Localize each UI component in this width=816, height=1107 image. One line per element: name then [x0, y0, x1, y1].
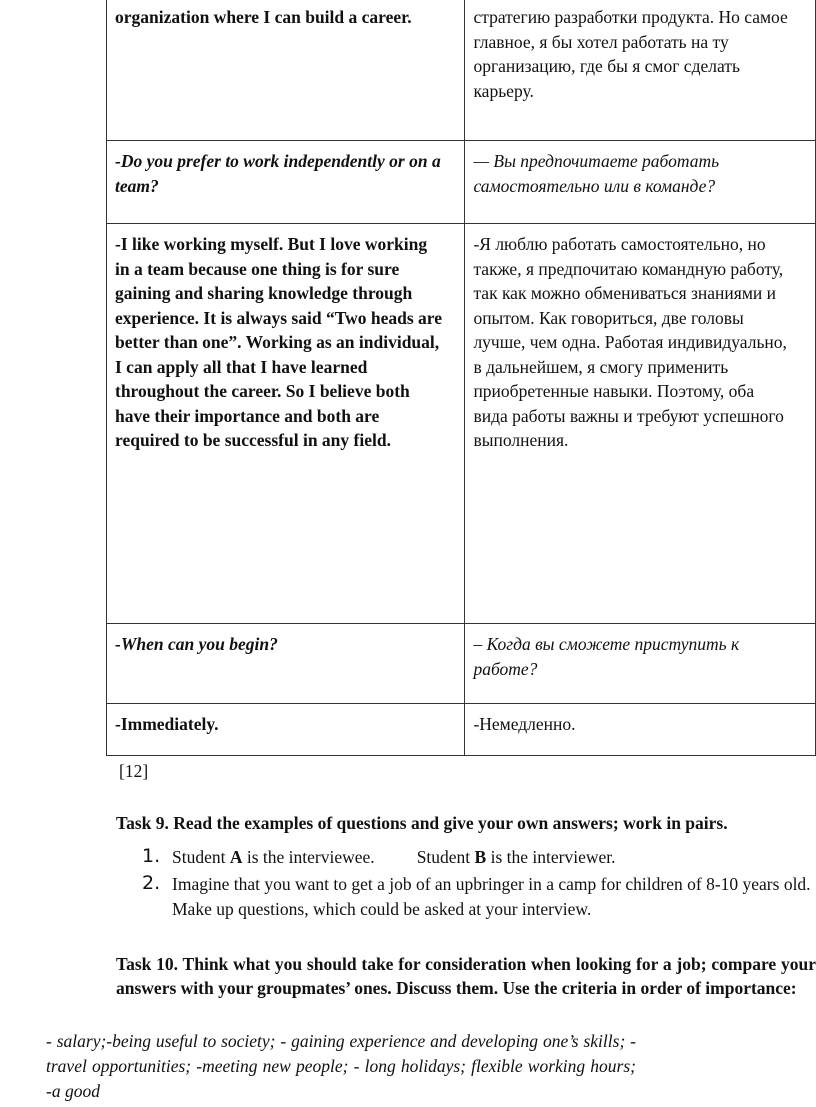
english-cell: -When can you begin? [107, 624, 465, 704]
list-item-text: Imagine that you want to get a job of an upbringer in a camp for children of 8-10 years old. Make up questions, which could be asked at your interview. [172, 874, 811, 919]
task10-heading: Task 10. Think what you should take for consideration when looking for a job; compare your answers with your groupmates’ ones. Discuss them. Use the criteria in order of importance: [116, 954, 816, 998]
criteria-list: - salary;-being useful to society; - gaining experience and developing one’s skills; -travel opportunities; -meeting new people; - long holidays; flexible working hours; -a good [46, 1031, 636, 1101]
russian-cell: — Вы предпочитаете работать самостоятельно или в команде? [465, 141, 816, 224]
dialogue-table [106, 0, 816, 756]
english-cell: -Do you prefer to work independently or on a team? [107, 141, 465, 224]
russian-cell: -Я люблю работать самостоятельно, но также, я предпочитаю командную работу, так как можно обмениваться знаниями и опытом. Как говориться, две головы лучше, чем одна. Работая индивидуально, в дальнейшем, я смогу применить приобретенные навыки. Поэтому, оба вида работы важны и требуют успешного выполнения. [465, 224, 816, 624]
task9-list [116, 845, 816, 924]
table-row [107, 224, 816, 624]
russian-cell: – Когда вы сможете приступить к работе? [465, 624, 816, 704]
russian-cell: стратегию разработки продукта. Но самое главное, я бы хотел работать на ту организацию, где бы я смог сделать карьеру. [465, 0, 816, 141]
english-cell: -I like working myself. But I love working in a team because one thing is for sure gaining and sharing knowledge through experience. It is always said “Two heads are better than one”. Working as an individual, I can apply all that I have learned throughout the career. So I believe both have their importance and both are required to be successful in any field. [107, 224, 465, 624]
english-cell: -Immediately. [107, 704, 465, 756]
table-row [107, 704, 816, 756]
table-row [107, 624, 816, 704]
russian-cell: -Немедленно. [465, 704, 816, 756]
english-cell: organization where I can build a career. [107, 0, 465, 141]
list-number: 1. [142, 845, 161, 867]
reference-mark: [12] [119, 761, 149, 781]
list-number: 2. [142, 872, 161, 894]
task9-heading: Task 9. Read the examples of questions and give your own answers; work in pairs. [116, 813, 728, 833]
table-row [107, 141, 816, 224]
table-row [107, 0, 816, 141]
list-item [116, 872, 816, 922]
list-item: 1. Student A is the interviewee. Student B is the interviewer. [142, 845, 616, 867]
